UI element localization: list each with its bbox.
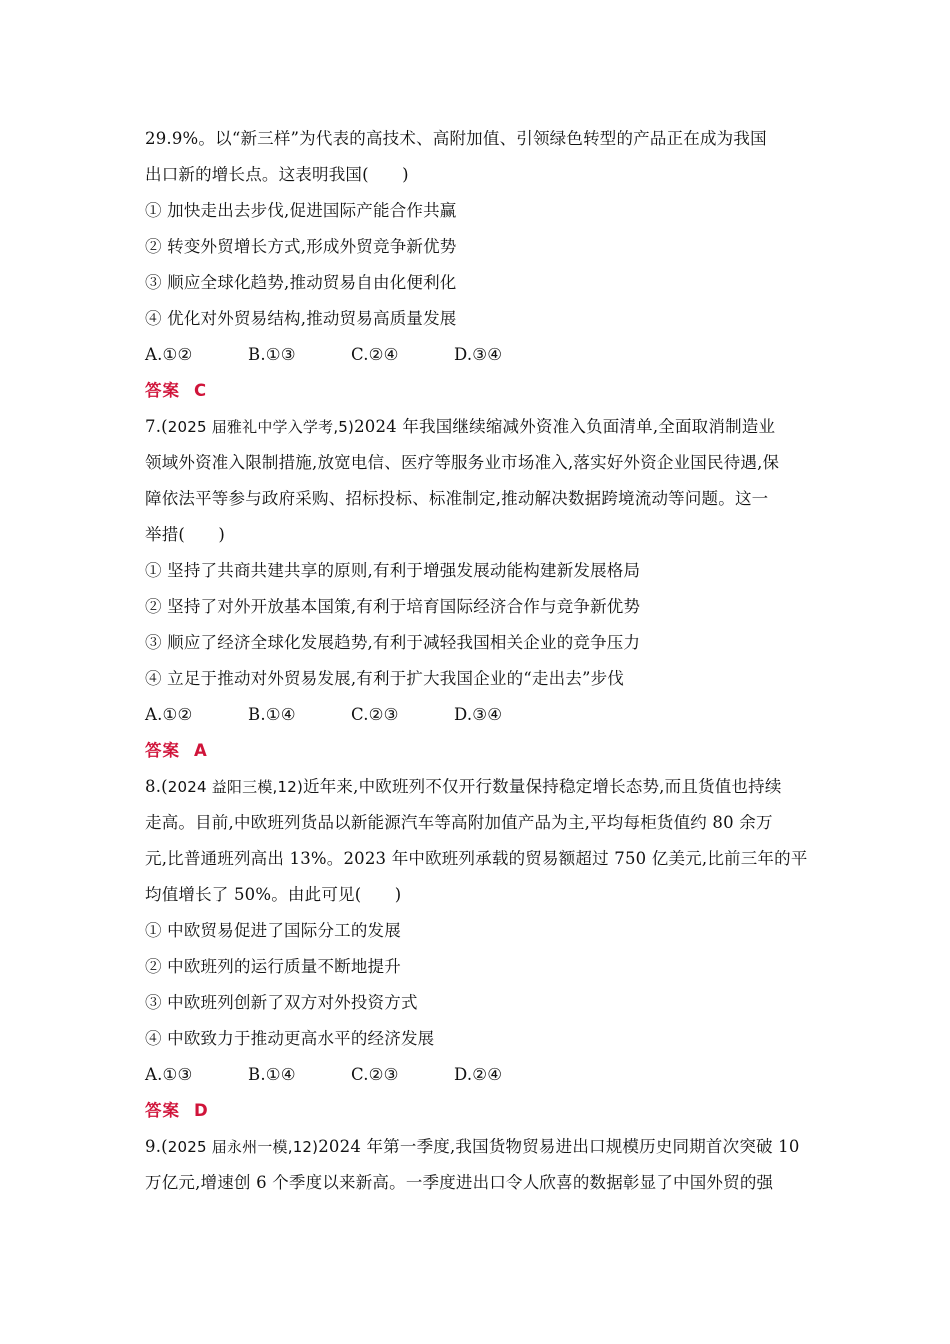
statement-1: ① 加快走出去步伐,促进国际产能合作共赢 [145,201,457,220]
answer-line [145,373,810,409]
question-stem-text: 2024 年第一季度,我国货物贸易进出口规模历史同期首次突破 10 [318,1137,800,1156]
option-d: D.③④ [454,705,503,724]
content-column [145,121,810,1201]
question-number: 9.( [145,1137,168,1156]
question-8 [145,769,810,1129]
option-a: A.①② [145,345,193,364]
statement-2: ② 坚持了对外开放基本国策,有利于培育国际经济合作与竞争新优势 [145,597,641,616]
statement-4: ④ 中欧致力于推动更高水平的经济发展 [145,1029,435,1048]
options-row [145,337,810,373]
answer-line [145,733,810,769]
statement-4: ④ 立足于推动对外贸易发展,有利于扩大我国企业的“走出去”步伐 [145,669,625,688]
question-stem-line: 均值增长了 50%。由此可见( ) [145,885,402,904]
question-stem-line [145,409,810,445]
option-a: A.①③ [145,1065,193,1084]
answer-value: C [194,381,207,400]
question-stem-text: 2024 年我国继续缩减外资准入负面清单,全面取消制造业 [354,417,776,436]
question-stem-line: 万亿元,增速创 6 个季度以来新高。一季度进出口令人欣喜的数据彰显了中国外贸的强 [145,1173,774,1192]
question-stem-line [145,769,810,805]
question-stem-text: 近年来,中欧班列不仅开行数量保持稳定增长态势,而且货值也持续 [303,777,782,796]
question-source: 2024 益阳三模,12) [167,778,304,796]
answer-line [145,1093,810,1129]
question-stem-line: 走高。目前,中欧班列货品以新能源汽车等高附加值产品为主,平均每柜货值约 80 余万 [145,813,773,832]
statement-1: ① 坚持了共商共建共享的原则,有利于增强发展动能构建新发展格局 [145,561,641,580]
option-c: C.②③ [351,1065,399,1084]
question-source: 2025 届永州一模,12) [167,1138,319,1156]
statement-2: ② 中欧班列的运行质量不断地提升 [145,957,401,976]
question-stem-line: 领域外资准入限制措施,放宽电信、医疗等服务业市场准入,落实好外资企业国民待遇,保 [145,453,780,472]
options-row [145,697,810,733]
option-b: B.①④ [248,705,296,724]
question-stem-line: 29.9%。以“新三样”为代表的高技术、高附加值、引领绿色转型的产品正在成为我国 [145,129,767,148]
option-c: C.②④ [351,345,399,364]
option-d: D.③④ [454,345,503,364]
question-number: 7.( [145,417,168,436]
question-stem-line: 出口新的增长点。这表明我国( ) [145,165,409,184]
answer-label: 答案 [145,1101,180,1120]
question-stem-line [145,1129,810,1165]
option-b: B.①③ [248,345,296,364]
question-stem-line: 元,比普通班列高出 13%。2023 年中欧班列承载的贸易额超过 750 亿美元,比前三年的平 [145,849,808,868]
answer-label: 答案 [145,381,180,400]
statement-1: ① 中欧贸易促进了国际分工的发展 [145,921,401,940]
question-9 [145,1129,810,1201]
question-7 [145,409,810,769]
answer-value: D [194,1101,208,1120]
question-stem-line: 举措( ) [145,525,226,544]
option-a: A.①② [145,705,193,724]
answer-label: 答案 [145,741,180,760]
statement-3: ③ 中欧班列创新了双方对外投资方式 [145,993,418,1012]
question-6 [145,121,810,409]
statement-4: ④ 优化对外贸易结构,推动贸易高质量发展 [145,309,457,328]
option-b: B.①④ [248,1065,296,1084]
question-source: 2025 届雅礼中学入学考,5) [167,418,355,436]
statement-2: ② 转变外贸增长方式,形成外贸竞争新优势 [145,237,457,256]
option-c: C.②③ [351,705,399,724]
question-number: 8.( [145,777,168,796]
statement-3: ③ 顺应全球化趋势,推动贸易自由化便利化 [145,273,457,292]
option-d: D.②④ [454,1065,503,1084]
answer-value: A [194,741,207,760]
options-row [145,1057,810,1093]
question-stem-line: 障依法平等参与政府采购、招标投标、标准制定,推动解决数据跨境流动等问题。这一 [145,489,769,508]
statement-3: ③ 顺应了经济全球化发展趋势,有利于减轻我国相关企业的竞争压力 [145,633,641,652]
